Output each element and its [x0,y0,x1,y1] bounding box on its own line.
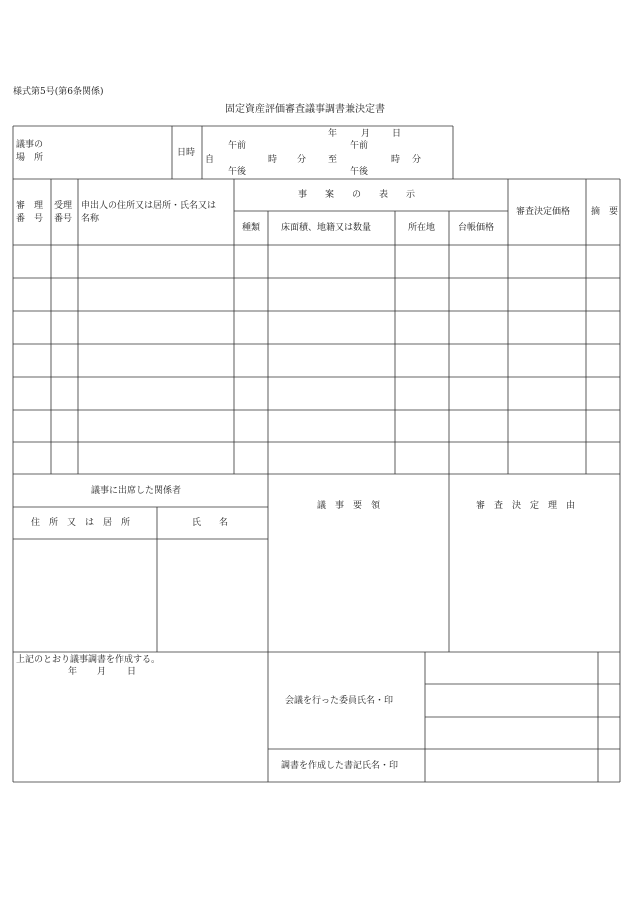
start-minute-label: 分 [297,155,307,165]
remarks-header: 摘 要 [591,207,619,217]
ledger-price-header: 台帳価格 [458,223,495,233]
footer-year-label: 年 [68,667,78,677]
month-label: 月 [361,129,371,139]
review-number-header: 審 理 [16,201,44,211]
receipt-number-header-2: 番号 [54,214,73,224]
name-header: 氏 名 [192,518,229,528]
proceedings-header: 議 事 要 領 [317,501,381,511]
kind-header: 種類 [242,223,261,233]
meeting-place-label: 議事の [16,140,44,150]
datetime-label: 日時 [177,148,196,158]
location-header: 所在地 [408,223,436,233]
decision-reason-header: 審 査 決 定 理 由 [476,501,576,511]
meeting-place-label-2: 場 所 [16,153,44,163]
decision-price-header: 審査決定価格 [516,207,571,217]
end-pm-label: 午後 [350,167,369,177]
review-number-header-2: 番 号 [16,214,44,224]
start-hour-label: 時 [268,155,278,165]
footer-month-label: 月 [97,667,107,677]
end-hour-label: 時 [391,155,401,165]
from-label: 自 [205,155,215,165]
footer-day-label: 日 [127,667,137,677]
to-label: 至 [328,155,338,165]
attendees-header: 議事に出席した関係者 [91,486,182,496]
members-signature-label: 会議を行った委員氏名・印 [285,696,394,706]
end-am-label: 午前 [350,141,369,151]
floor-area-header: 床面積、地籍又は数量 [281,223,372,233]
year-label: 年 [328,129,338,139]
form-number-label: 様式第5号(第6条関係) [13,87,104,97]
document-title: 固定資産評価審査議事調書兼決定書 [225,104,385,115]
applicant-header-2: 名称 [81,214,100,224]
case-display-header: 事 案 の 表 示 [298,190,416,200]
start-pm-label: 午後 [228,167,247,177]
end-minute-label: 分 [412,155,422,165]
start-am-label: 午前 [228,141,247,151]
statement-text: 上記のとおり議事調書を作成する。 [16,655,161,665]
day-label: 日 [392,129,402,139]
address-header: 住 所 又 は 居 所 [31,518,131,528]
receipt-number-header: 受理 [54,201,73,211]
applicant-header: 申出人の住所又は居所・氏名又は [81,201,217,211]
clerk-signature-label: 調書を作成した書記氏名・印 [281,761,399,771]
